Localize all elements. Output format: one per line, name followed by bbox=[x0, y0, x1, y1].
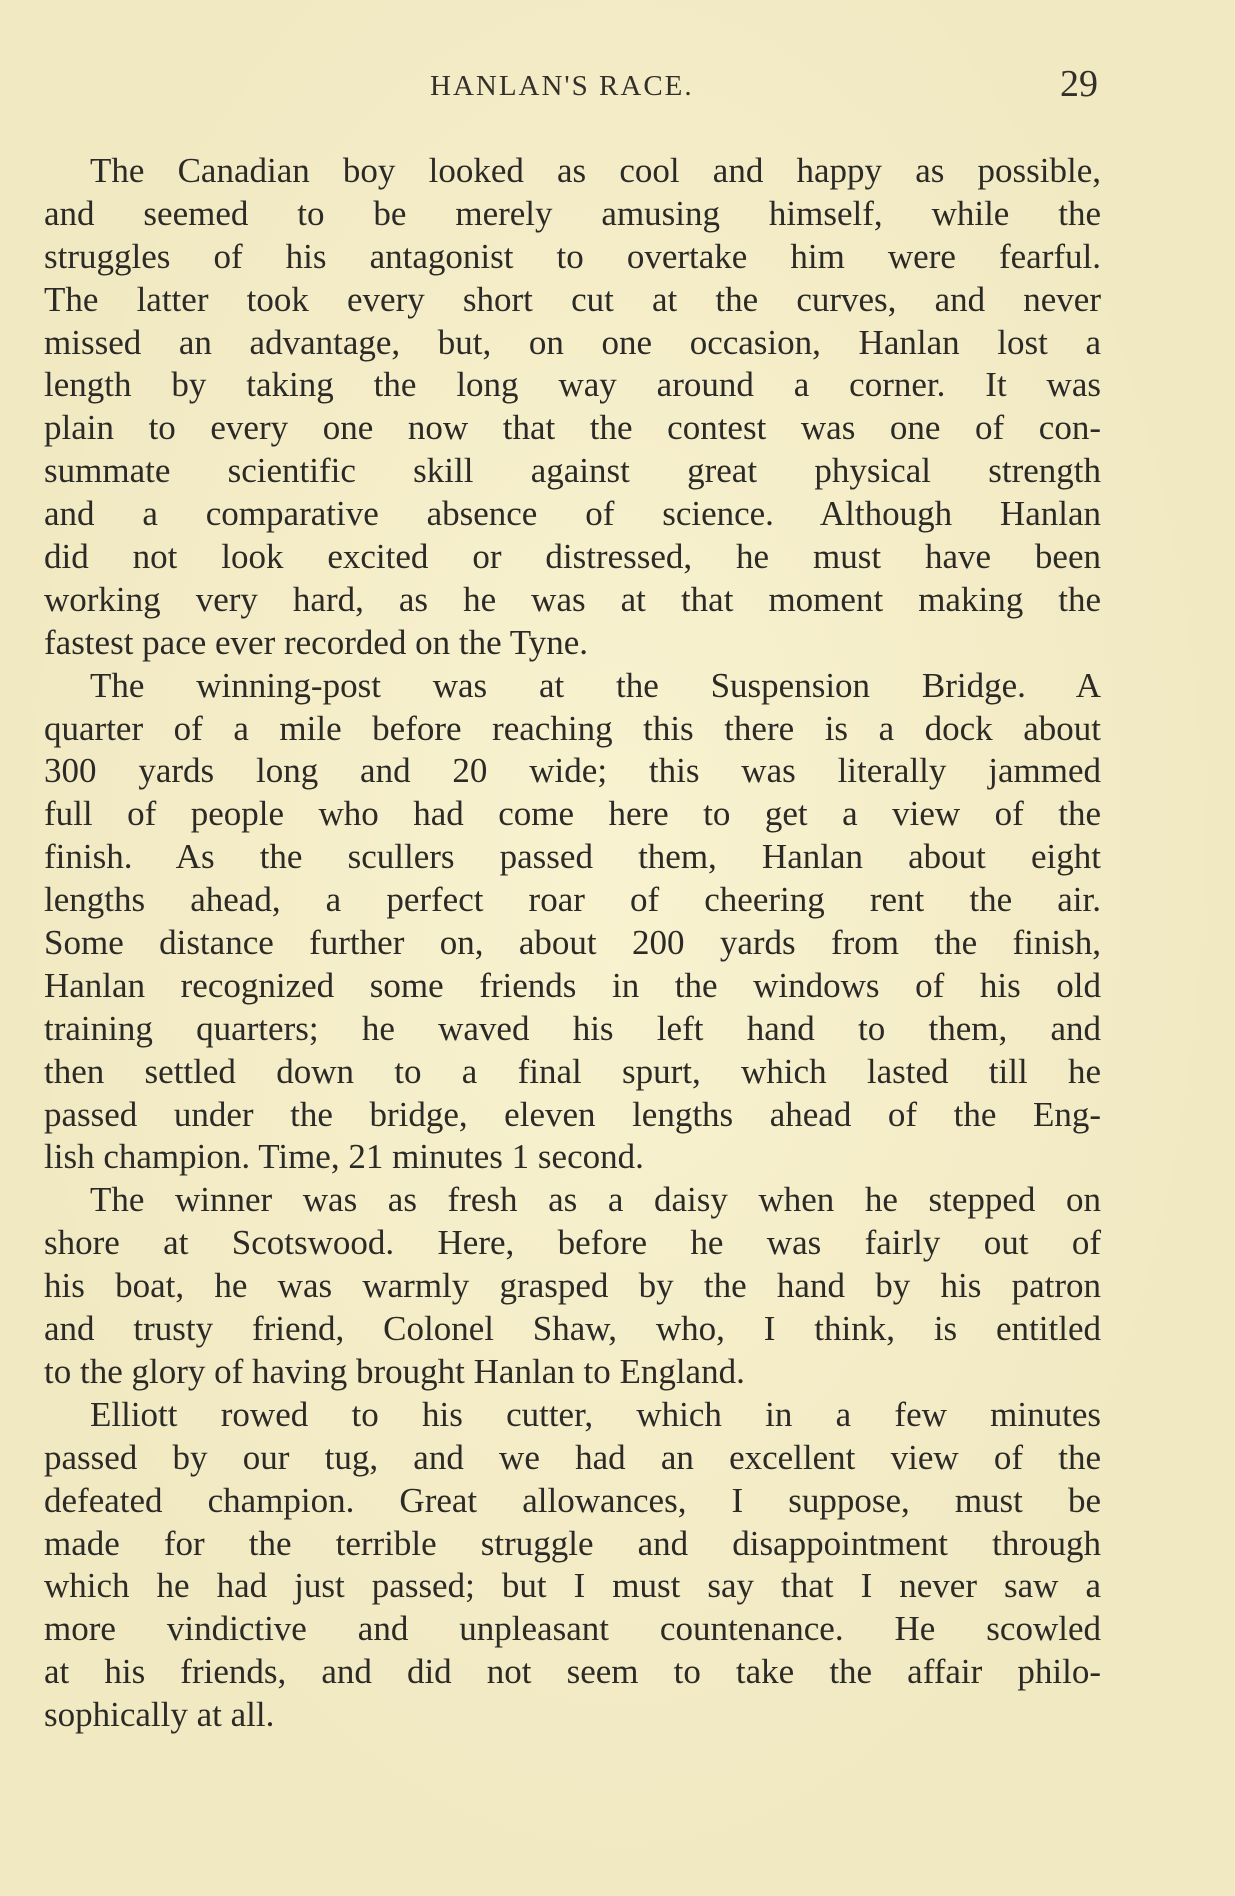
text-line: The winner was as fresh as a daisy when he stepped on bbox=[90, 1180, 1101, 1220]
text-line: plain to every one now that the contest was one of con- bbox=[44, 408, 1101, 448]
text-line: passed by our tug, and we had an excellent view of the bbox=[44, 1437, 1101, 1477]
text-line: and a comparative absence of science. Although Hanlan bbox=[44, 494, 1101, 534]
text-line: sophically at all. bbox=[44, 1695, 275, 1735]
text-line: his boat, he was warmly grasped by the hand by his patron bbox=[44, 1266, 1101, 1306]
text-line: training quarters; he waved his left hand to them, and bbox=[44, 1008, 1101, 1048]
text-line: which he had just passed; but I must say that I never saw a bbox=[44, 1566, 1101, 1606]
text-line: more vindictive and unpleasant countenance. He scowled bbox=[44, 1609, 1101, 1649]
text-line: and seemed to be merely amusing himself, while the bbox=[44, 193, 1101, 233]
text-line: lish champion. Time, 21 minutes 1 second. bbox=[44, 1137, 644, 1177]
running-head: HANLAN'S RACE. bbox=[430, 70, 694, 102]
text-line: quarter of a mile before reaching this there is a dock about bbox=[44, 708, 1101, 748]
text-line: and trusty friend, Colonel Shaw, who, I think, is entitled bbox=[44, 1309, 1101, 1349]
text-line: full of people who had come here to get a view of the bbox=[44, 794, 1101, 834]
page-header bbox=[0, 62, 1235, 122]
text-line: lengths ahead, a perfect roar of cheering rent the air. bbox=[44, 880, 1101, 920]
text-line: working very hard, as he was at that moment making the bbox=[44, 579, 1101, 619]
text-line: did not look excited or distressed, he must have been bbox=[44, 537, 1101, 577]
text-line: 300 yards long and 20 wide; this was literally jammed bbox=[44, 751, 1101, 791]
text-line: to the glory of having brought Hanlan to England. bbox=[44, 1351, 745, 1391]
text-line: passed under the bridge, eleven lengths ahead of the Eng- bbox=[44, 1094, 1101, 1134]
text-line: summate scientific skill against great physical strength bbox=[44, 451, 1101, 491]
text-line: shore at Scotswood. Here, before he was fairly out of bbox=[44, 1223, 1101, 1263]
text-line: The winning-post was at the Suspension Bridge. A bbox=[90, 665, 1101, 705]
page-number: 29 bbox=[1060, 63, 1098, 105]
text-line: finish. As the scullers passed them, Hanlan about eight bbox=[44, 837, 1101, 877]
text-line: then settled down to a final spurt, which lasted till he bbox=[44, 1051, 1101, 1091]
text-line: The Canadian boy looked as cool and happy as possible, bbox=[90, 151, 1101, 190]
text-line: struggles of his antagonist to overtake him were fearful. bbox=[44, 236, 1101, 276]
text-line: Some distance further on, about 200 yards from the finish, bbox=[44, 923, 1101, 963]
text-line: length by taking the long way around a corner. It was bbox=[44, 365, 1101, 405]
text-line: missed an advantage, but, on one occasion, Hanlan lost a bbox=[44, 322, 1101, 362]
text-line: defeated champion. Great allowances, I suppose, must be bbox=[44, 1480, 1101, 1520]
text-line: Elliott rowed to his cutter, which in a few minutes bbox=[90, 1394, 1101, 1434]
body-text bbox=[44, 150, 1101, 1737]
text-line: The latter took every short cut at the curves, and never bbox=[44, 279, 1101, 319]
text-line: at his friends, and did not seem to take the affair philo- bbox=[44, 1652, 1101, 1692]
text-line: made for the terrible struggle and disappointment through bbox=[44, 1523, 1101, 1563]
text-line: fastest pace ever recorded on the Tyne. bbox=[44, 622, 589, 662]
text-line: Hanlan recognized some friends in the windows of his old bbox=[44, 965, 1101, 1005]
